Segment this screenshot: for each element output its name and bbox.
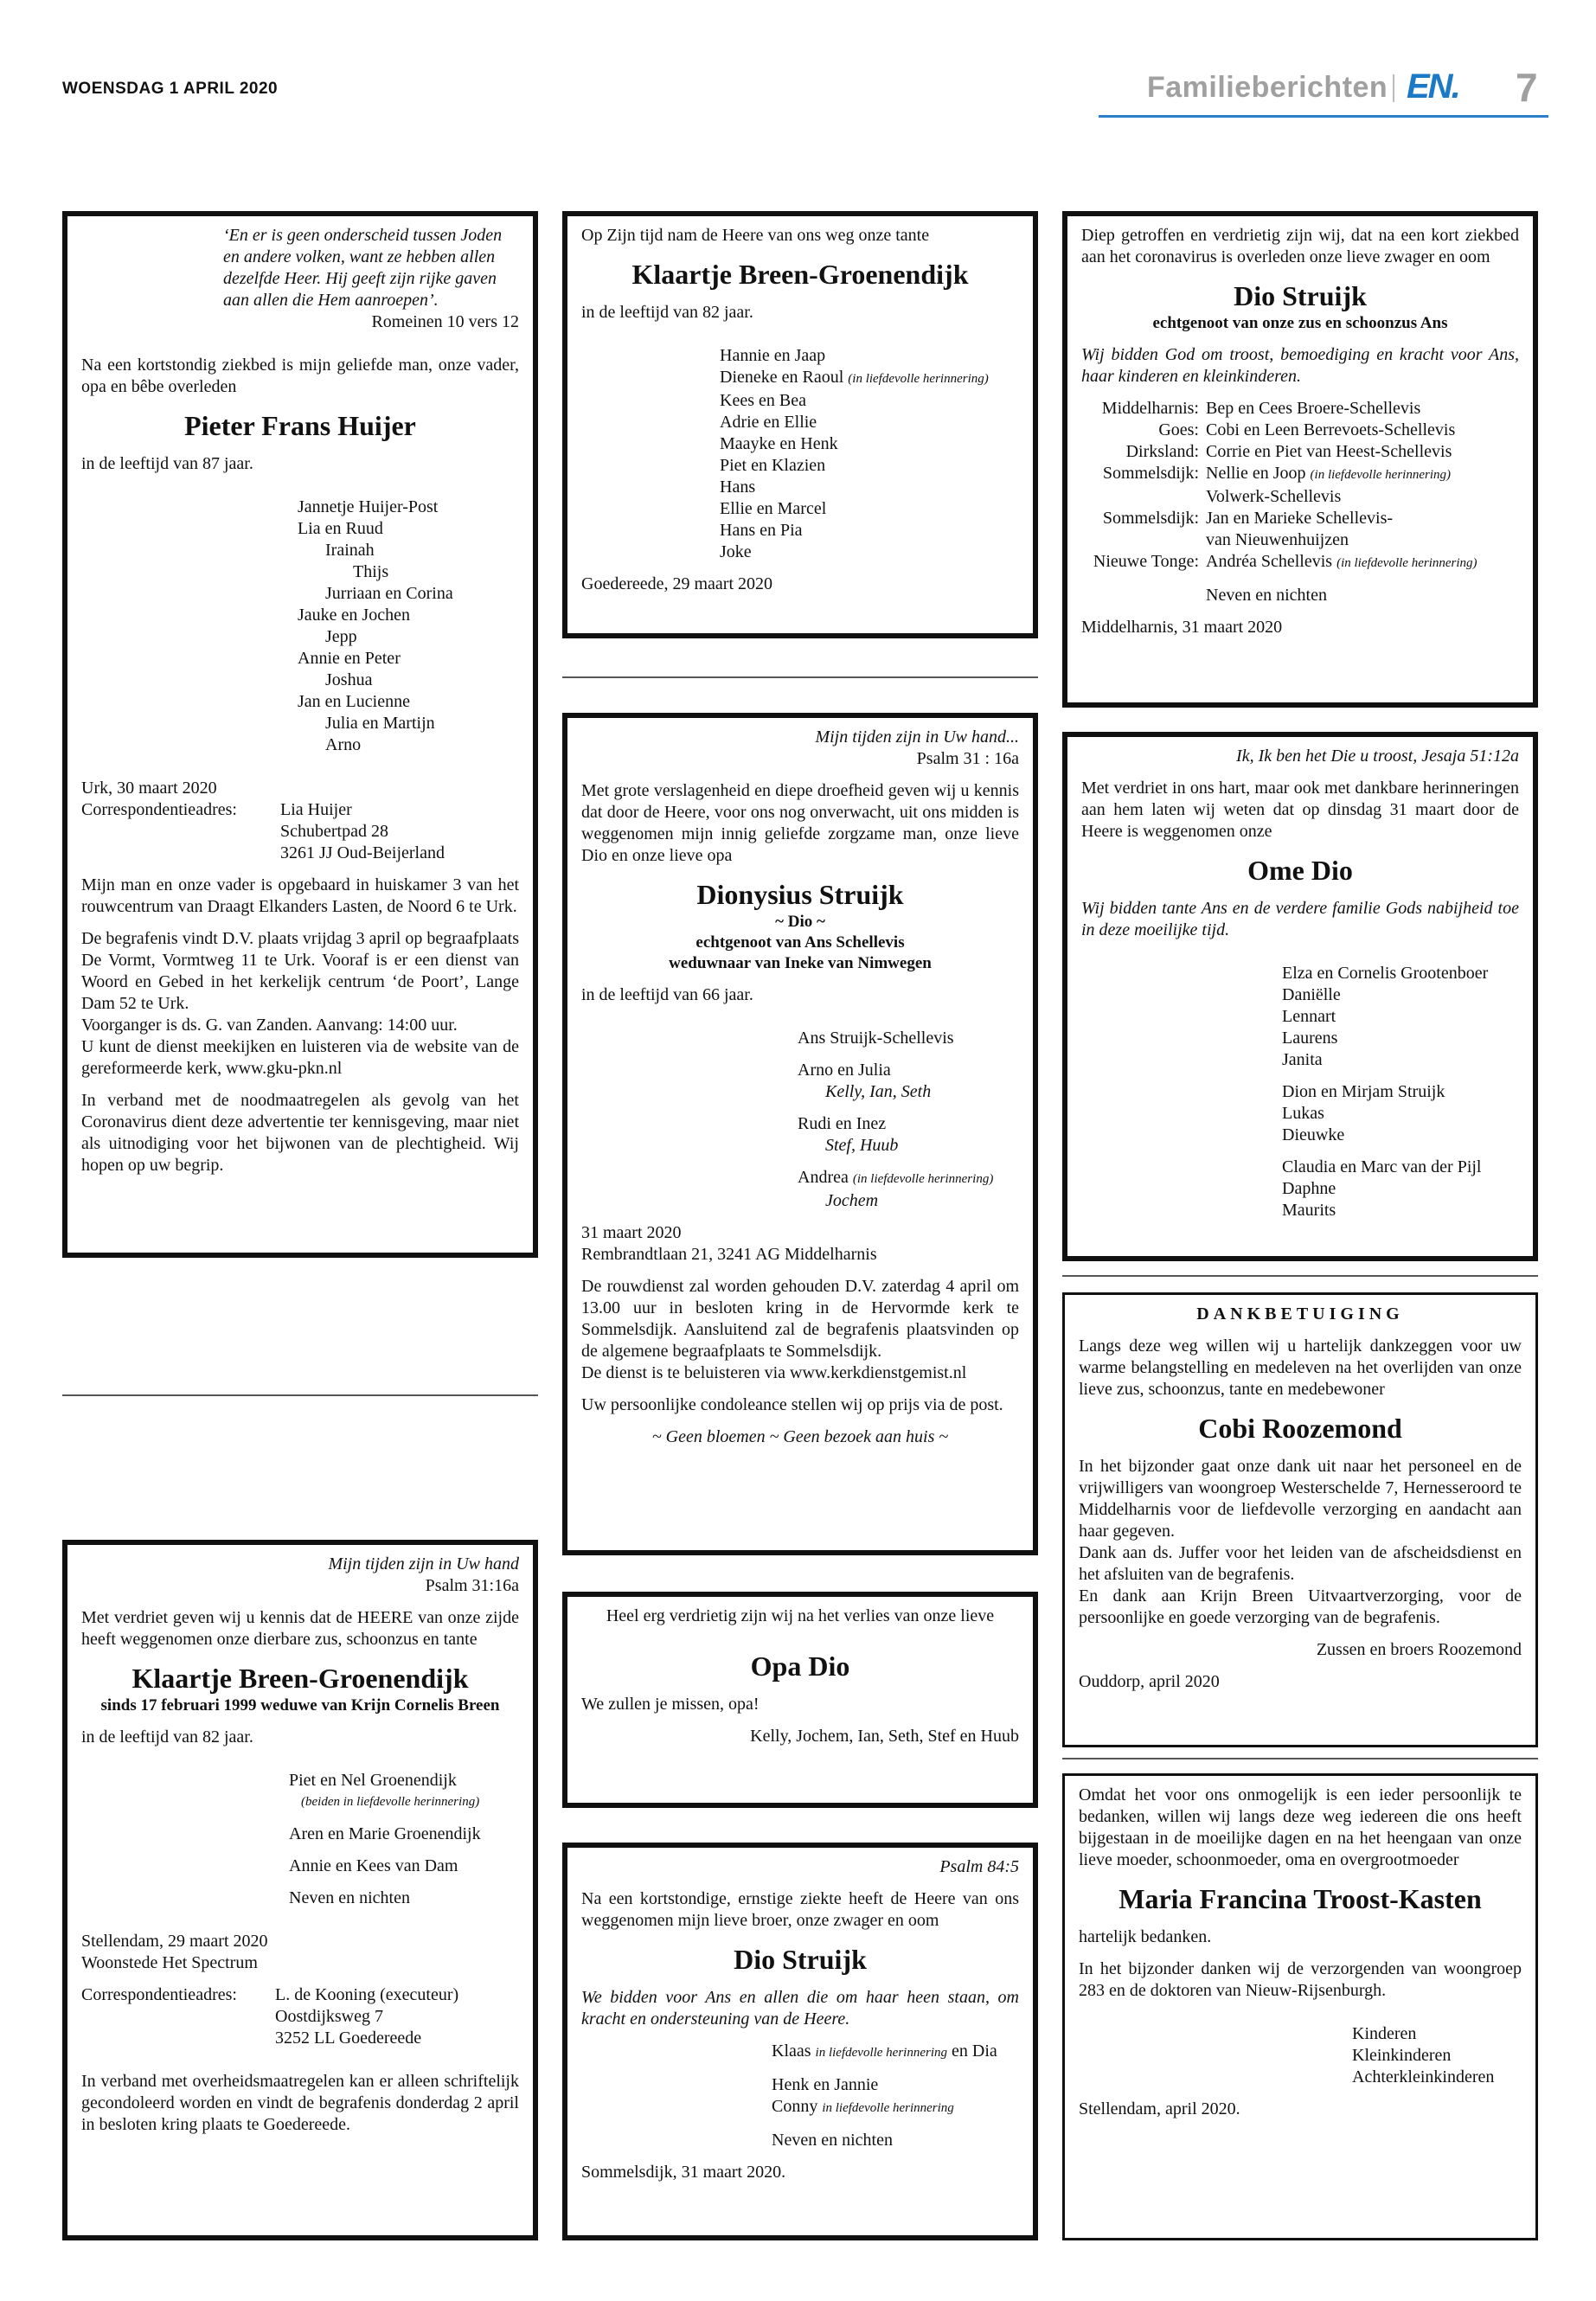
widow-subtitle: sinds 17 februari 1999 weduwe van Krijn Cornelis Breen	[100, 1696, 500, 1715]
notice-dio-struijk-brother	[562, 1843, 1038, 2240]
family-by-place: Middelharnis: Bep en Cees Broere-Schellevis Goes: Cobi en Leen Berrevoets-Schellevis Dirksland: Corrie en Piet van Heest-Schellevis Sommelsdijk: Nellie en Joop (in liefdevolle herinnering) Volwerk-Schellevis Sommelsdijk: Jan en Marieke Schellevis- van Nieuwenhuijzen Nieuwe Tonge: Andréa Schellevis (in liefdevolle herinnering)	[1093, 399, 1477, 571]
column-divider	[62, 1394, 538, 1396]
livestream-info: De dienst is te beluisteren via www.kerkdienstgemist.nl	[581, 1363, 967, 1382]
bible-quote: Ik, Ik ben het Die u troost, Jesaja 51:12a	[1236, 747, 1519, 766]
deceased-name: Cobi Roozemond	[1198, 1413, 1402, 1444]
notice-opa-dio	[562, 1592, 1038, 1808]
closing-line: ~ Geen bloemen ~ Geen bezoek aan huis ~	[651, 1427, 949, 1446]
quote-reference: Psalm 31:16a	[425, 1576, 519, 1595]
intro-text: Met verdriet in ons hart, maar ook met dankbare herinneringen aan hem laten wij weten dat op dinsdag 31 maart door de Heere is weggenomen onze	[1081, 779, 1519, 841]
residence: Woonstede Het Spectrum	[81, 1953, 258, 1972]
condolence-info: Uw persoonlijke condoleance stellen wij op prijs via de post.	[581, 1395, 1003, 1414]
intro-text: Na een kortstondig ziekbed is mijn geliefde man, onze vader, opa en bêbe overleden	[81, 356, 519, 396]
signers: Zussen en broers Roozemond	[1316, 1640, 1522, 1659]
correspondence-address: Correspondentieadres: L. de Kooning (executeur) Oostdijksweg 7 3252 LL Goedereede	[81, 1985, 459, 2048]
intro-text: Diep getroffen en verdrietig zijn wij, dat na een kort ziekbed aan het coronavirus is overleden onze lieve zwager en oom	[1081, 226, 1519, 266]
notice-ome-dio	[1062, 732, 1538, 1261]
place-date: Middelharnis, 31 maart 2020	[1081, 618, 1283, 637]
column-divider	[1062, 1758, 1538, 1759]
intro-text: Op Zijn tijd nam de Heere van ons weg onze tante	[581, 226, 930, 245]
prayer-text: Wij bidden tante Ans en de verdere familie Gods nabijheid toe in deze moeilijke tijd.	[1081, 899, 1519, 939]
deceased-name: Pieter Frans Huijer	[184, 410, 416, 441]
thanks-title: DANKBETUIGING	[1196, 1304, 1404, 1324]
bible-quote: Mijn tijden zijn in Uw hand	[328, 1554, 519, 1574]
place-date: Sommelsdijk, 31 maart 2020.	[581, 2163, 786, 2182]
deceased-name: Opa Dio	[750, 1650, 850, 1682]
masthead	[1099, 64, 1548, 118]
deceased-name: Ome Dio	[1247, 855, 1353, 886]
prayer-text: Wij bidden God om troost, bemoediging en kracht voor Ans, haar kinderen en kleinkinderen.	[1081, 345, 1519, 386]
age-text: in de leeftijd van 87 jaar.	[81, 454, 253, 473]
thanks-staff: In het bijzonder gaat onze dank uit naar het personeel en de vrijwilligers van woongroep Westerschelde 7, Hernesseroord te Middelharnis voor de liefdevolle verzorging en aandacht aan haar gegeven.	[1079, 1457, 1522, 1541]
corona-notice: In verband met overheidsmaatregelen kan er alleen schriftelijk gecondoleerd worden en vindt de begrafenis donderdag 2 april in besloten kring plaats te Goedereede.	[81, 2072, 519, 2134]
quote-reference: Psalm 31 : 16a	[916, 749, 1019, 768]
nickname: ~ Dio ~	[775, 913, 825, 931]
notice-dankbetuiging	[1062, 1292, 1538, 1747]
minister-info: Voorganger is ds. G. van Zanden. Aanvang: 14:00 uur.	[81, 1016, 458, 1035]
column-divider	[562, 676, 1038, 678]
deceased-name: Klaartje Breen-Groenendijk	[631, 259, 969, 290]
family-list: Jannetje Huijer-Post Lia en Ruud Irainah Thijs Jurriaan en Corina Jauke en Jochen Jepp Annie en Peter Joshua Jan en Lucienne Julia en Martijn Arno	[298, 497, 453, 754]
family-list: Elza en Cornelis Grootenboer Daniëlle Lennart Laurens Janita Dion en Mirjam Struijk Lukas Dieuwke Claudia en Marc van der Pijl Daphne Maurits	[1282, 964, 1489, 1220]
intro-text: Heel erg verdrietig zijn wij na het verlies van onze lieve	[606, 1606, 995, 1625]
column-divider	[1062, 1275, 1538, 1277]
deceased-name: Dionysius Struijk	[696, 879, 904, 910]
section-title: Familieberichten	[1147, 71, 1388, 104]
age-text: in de leeftijd van 82 jaar.	[581, 303, 753, 322]
deceased-name: Dio Struijk	[1234, 280, 1367, 311]
family-list: Ans Struijk-Schellevis Arno en Julia Kelly, Ian, Seth Rudi en Inez Stef, Huub Andrea (in liefdevolle herinnering) Jochem	[798, 1029, 994, 1210]
notice-breen-niece	[562, 211, 1038, 638]
deceased-name: Klaartje Breen-Groenendijk	[131, 1663, 469, 1694]
thanks-undertaker: En dank aan Krijn Breen Uitvaartverzorging, voor de persoonlijke en goede verzorging van de begrafenis.	[1079, 1586, 1522, 1627]
bible-quote: ‘En er is geen onderscheid tussen Joden en andere volken, want ze hebben allen dezelfde Heer. Hij geeft zijn rijke gaven aan allen die Hem aanroepen’.	[223, 226, 503, 310]
date: 31 maart 2020	[581, 1223, 682, 1242]
thanks-line: hartelijk bedanken.	[1079, 1927, 1212, 1946]
widower-subtitle: weduwnaar van Ineke van Nimwegen	[669, 954, 932, 972]
cousins: Neven en nichten	[1206, 586, 1327, 605]
age-text: in de leeftijd van 66 jaar.	[581, 985, 753, 1004]
thanks-care: In het bijzonder danken wij de verzorgenden van woongroep 283 en de doktoren van Nieuw-Rijsenburgh.	[1079, 1959, 1522, 2000]
place-date: Stellendam, april 2020.	[1079, 2099, 1240, 2118]
livestream-info: U kunt de dienst meekijken en luisteren via de website van de gereformeerde kerk, www.gku-pkn.nl	[81, 1037, 519, 1078]
notice-huijer	[62, 211, 538, 1258]
signers: Kinderen Kleinkinderen Achterkleinkinderen	[1352, 2024, 1495, 2086]
place-date: Stellendam, 29 maart 2020	[81, 1932, 268, 1951]
intro-text: Omdat het voor ons onmogelijk is een ieder persoonlijk te bedanken, willen wij langs deze weg iedereen die ons heeft bijgestaan in de moeilijke dagen en na het heengaan van onze lieve moeder, schoonmoeder, oma en overgrootmoeder	[1079, 1785, 1522, 1869]
viewing-info: Mijn man en onze vader is opgebaard in huiskamer 3 van het rouwcentrum van Draagt Elkanders Lasten, de Noord 6 te Urk.	[81, 875, 519, 916]
signers: Kelly, Jochem, Ian, Seth, Stef en Huub	[750, 1727, 1019, 1746]
funeral-info: De begrafenis vindt D.V. plaats vrijdag 3 april op begraafplaats De Vormt, Vormtweg 11 te Urk. Vooraf is er een dienst van Woord en Gebed in het kerkelijk centrum ‘de Poort’, Lange Dam 52 te Urk.	[81, 929, 519, 1013]
bible-quote: Mijn tijden zijn in Uw hand...	[815, 727, 1019, 747]
bible-quote: Psalm 84:5	[939, 1857, 1019, 1876]
correspondence-address: Correspondentieadres: Lia Huijer Schubertpad 28 3261 JJ Oud-Beijerland	[81, 800, 445, 862]
intro-text: Met grote verslagenheid en diepe droefheid geven wij u kennis dat door de Heere, voor ons nog onverwacht, uit ons midden is weggenomen mijn innig geliefde zorgzame man, onze lieve Dio en onze lieve opa	[581, 781, 1019, 865]
farewell-line: We zullen je missen, opa!	[581, 1695, 760, 1714]
prayer-text: We bidden voor Ans en allen die om haar heen staan, om kracht en ondersteuning van de Heere.	[581, 1988, 1019, 2029]
family-list: Piet en Nel Groenendijk (beiden in liefdevolle herinnering) Aren en Marie Groenendijk Annie en Kees van Dam Neven en nichten	[289, 1771, 481, 1907]
notice-troost-kasten	[1062, 1773, 1538, 2240]
notice-dio-struijk-inlaws	[1062, 211, 1538, 708]
spouse-subtitle: echtgenoot van Ans Schellevis	[695, 933, 905, 952]
deceased-name: Dio Struijk	[734, 1944, 867, 1975]
issue-date: WOENSDAG 1 APRIL 2020	[62, 80, 279, 98]
place-date: Goedereede, 29 maart 2020	[581, 574, 773, 593]
place-date: Ouddorp, april 2020	[1079, 1672, 1220, 1691]
notice-dionysius-struijk	[562, 713, 1038, 1555]
family-list: Hannie en Jaap Dieneke en Raoul (in liefdevolle herinnering) Kees en Bea Adrie en Ellie Maayke en Henk Piet en Klazien Hans Ellie en Marcel Hans en Pia Joke	[720, 346, 989, 561]
page-number: 7	[1516, 65, 1538, 110]
masthead-divider	[1393, 74, 1394, 102]
service-info: De rouwdienst zal worden gehouden D.V. zaterdag 4 april om 13.00 uur in besloten kring in de Hervormde kerk te Sommelsdijk. Aansluitend zal de begrafenis plaatsvinden op de algemene begraafplaats te Sommelsdijk.	[581, 1277, 1019, 1361]
age-text: in de leeftijd van 82 jaar.	[81, 1727, 253, 1747]
intro-text: Langs deze weg willen wij u hartelijk dankzeggen voor uw warme belangstelling en medeleven na het overlijden van onze lieve zus, schoonzus, tante en medebewoner	[1079, 1336, 1522, 1399]
thanks-minister: Dank aan ds. Juffer voor het leiden van de afscheidsdienst en het afsluiten van de begrafenis.	[1079, 1543, 1522, 1584]
corona-notice: In verband met de noodmaatregelen als gevolg van het Coronavirus dient deze advertentie ter kennisgeving, maar niet als uitnodiging voor het bijwonen van de plechtigheid. Wij hopen op uw begrip.	[81, 1091, 519, 1175]
intro-text: Met verdriet geven wij u kennis dat de HEERE van onze zijde heeft weggenomen onze dierbare zus, schoonzus en tante	[81, 1608, 519, 1649]
notice-breen-sibling	[62, 1540, 538, 2240]
family-list: Klaas in liefdevolle herinnering en Dia Henk en Jannie Conny in liefdevolle herinnering Neven en nichten	[772, 2041, 997, 2150]
deceased-name: Maria Francina Troost-Kasten	[1118, 1883, 1482, 1914]
brand-logo[interactable]: EN.	[1407, 67, 1459, 106]
place-date: Urk, 30 maart 2020	[81, 779, 217, 798]
intro-text: Na een kortstondige, ernstige ziekte heeft de Heere van ons weggenomen mijn lieve broer, onze zwager en oom	[581, 1889, 1019, 1930]
quote-reference: Romeinen 10 vers 12	[371, 312, 519, 331]
home-address: Rembrandtlaan 21, 3241 AG Middelharnis	[581, 1245, 877, 1264]
spouse-subtitle: echtgenoot van onze zus en schoonzus Ans	[1152, 314, 1448, 332]
